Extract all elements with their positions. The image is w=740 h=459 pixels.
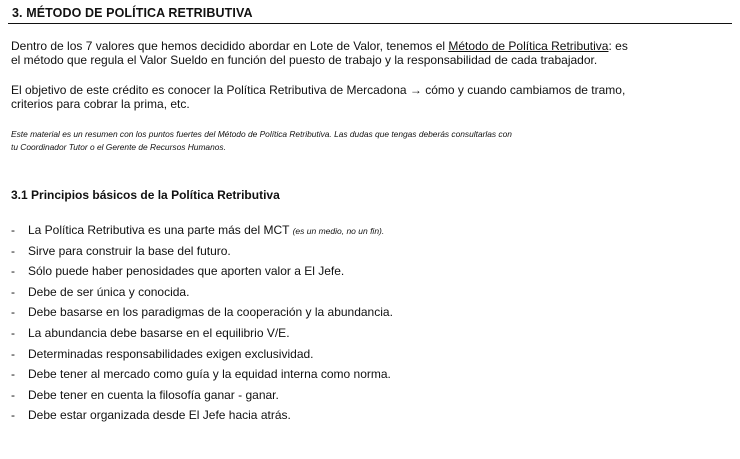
principle-item	[11, 282, 731, 303]
bullet-dash: -	[11, 223, 15, 237]
summary-note	[11, 128, 731, 153]
principle-aside: (es un medio, no un fin).	[292, 226, 385, 236]
intro-paragraph	[11, 40, 731, 67]
bullet-dash: -	[11, 284, 15, 299]
principle-item	[11, 385, 731, 406]
principle-item	[11, 261, 731, 282]
bullet-dash: -	[11, 367, 15, 382]
bullet-dash: -	[11, 243, 15, 258]
bullet-dash: -	[11, 325, 15, 340]
principle-text: La abundancia debe basarse en el equilibrio V/E.	[28, 325, 290, 340]
bullet-dash: -	[11, 387, 15, 402]
principle-item	[11, 364, 731, 385]
bullet-dash: -	[11, 305, 15, 320]
principle-item	[11, 241, 731, 262]
intro-text-after: : es	[608, 39, 628, 53]
principle-text: Sirve para construir la base del futuro.	[28, 243, 231, 258]
section-title: 3. MÉTODO DE POLÍTICA RETRIBUTIVA	[12, 6, 253, 20]
principle-text: Debe basarse en los paradigmas de la cooperación y la abundancia.	[28, 305, 393, 320]
bullet-dash: -	[11, 408, 15, 423]
principle-text: Sólo puede haber penosidades que aporten valor a El Jefe.	[28, 264, 345, 279]
principle-item	[11, 220, 731, 241]
objective-paragraph	[11, 84, 731, 111]
subsection-title: 3.1 Principios básicos de la Política Retributiva	[11, 188, 280, 202]
principle-item	[11, 302, 731, 323]
policy-method-link: Método de Política Retributiva	[448, 39, 609, 53]
bullet-dash: -	[11, 346, 15, 361]
principle-item	[11, 405, 731, 426]
objective-line-2: criterios para cobrar la prima, etc.	[11, 96, 190, 111]
intro-line-1	[11, 40, 731, 54]
intro-line-2: el método que regula el Valor Sueldo en función del puesto de trabajo y la responsabilidad de cada trabajador.	[11, 52, 598, 67]
principle-text: Debe de ser única y conocida.	[28, 284, 190, 299]
principle-item	[11, 344, 731, 365]
intro-text-before: Dentro de los 7 valores que hemos decidido abordar en Lote de Valor, tenemos el	[11, 39, 449, 53]
principle-text: Determinadas responsabilidades exigen exclusividad.	[28, 346, 314, 361]
principle-text: La Política Retributiva es una parte más del MCT	[28, 223, 293, 237]
principle-text: Debe estar organizada desde El Jefe hacia atrás.	[28, 408, 291, 423]
principle-text: Debe tener al mercado como guía y la equidad interna como norma.	[28, 367, 391, 382]
principles-list	[11, 220, 731, 426]
objective-line-1: El objetivo de este crédito es conocer la Política Retributiva de Mercadona → cómo y cuando cambiamos de tramo,	[11, 83, 626, 97]
principle-text: Debe tener en cuenta la filosofía ganar - ganar.	[28, 387, 279, 402]
note-line-1: Este material es un resumen con los puntos fuertes del Método de Política Retributiva. Las dudas que tengas deberás consultarlas con	[11, 129, 512, 139]
principle-item	[11, 323, 731, 344]
bullet-dash: -	[11, 264, 15, 279]
section-header	[8, 0, 732, 24]
note-line-2: tu Coordinador Tutor o el Gerente de Recursos Humanos.	[11, 141, 226, 152]
